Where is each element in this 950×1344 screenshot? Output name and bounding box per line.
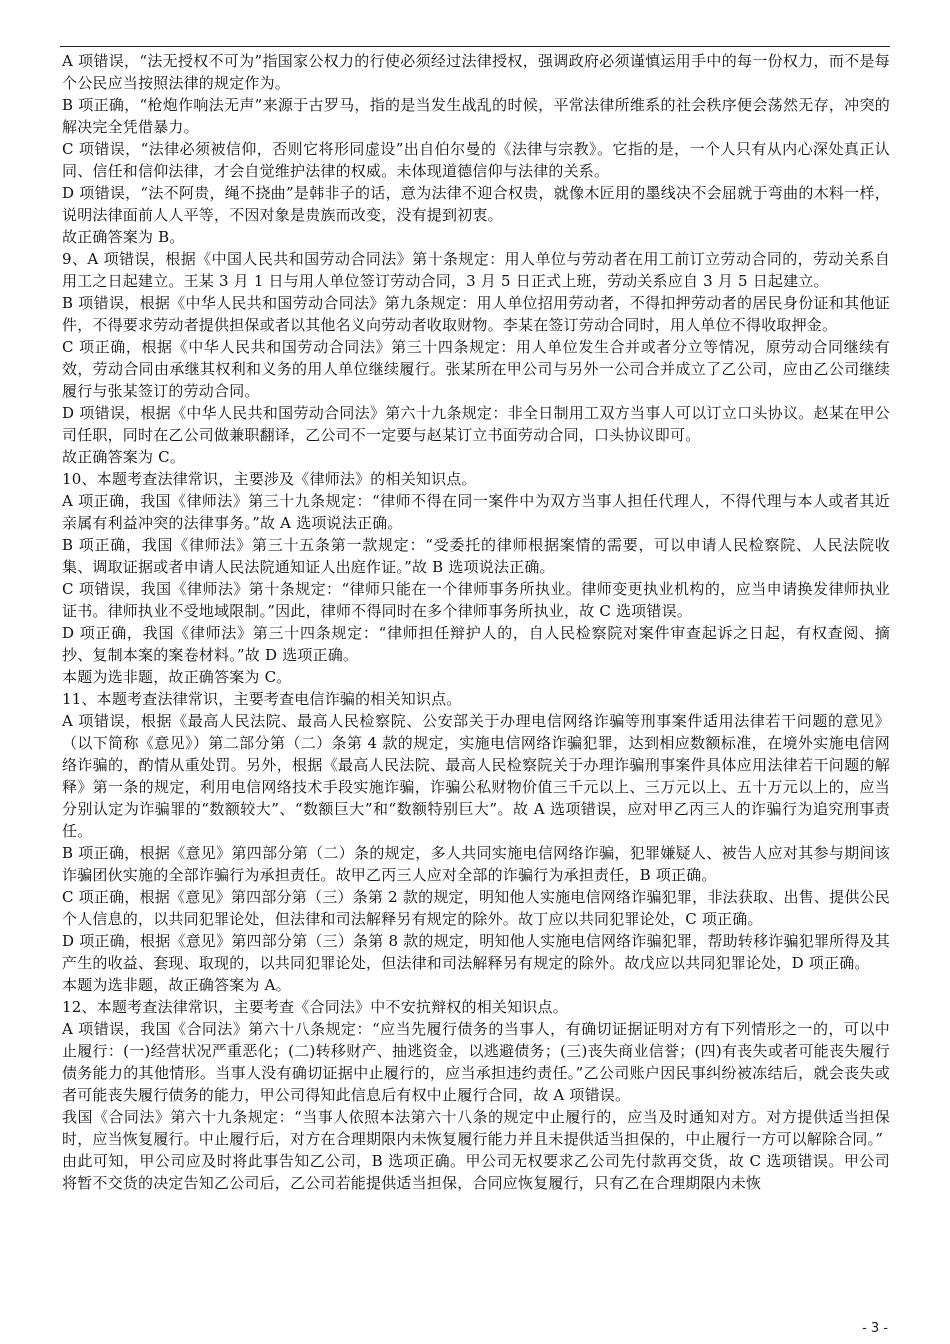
paragraph: C 项错误，“法律必须被信仰，否则它将形同虚设”出自伯尔曼的《法律与宗教》。它指的是，一个人只有从内心深处真正认同、信任和信仰法律，才会自觉维护法律的权威。未体现道德信仰与法律的关系。 [62, 140, 890, 180]
header-rule [60, 46, 890, 47]
answer-line: 本题为选非题，故正确答案为 C。 [62, 668, 292, 686]
paragraph: B 项错误，根据《中华人民共和国劳动合同法》第九条规定：用人单位招用劳动者，不得扣押劳动者的居民身份证和其他证件，不得要求劳动者提供担保或者以其他名义向劳动者收取财物。李某在签订劳动合同时，用人单位不得收取押金。 [62, 294, 890, 334]
paragraph: 我国《合同法》第六十九条规定：“当事人依照本法第六十八条的规定中止履行的，应当及时通知对方。对方提供适当担保时，应当恢复履行。中止履行后，对方在合理期限内未恢复履行能力并且未提供适当担保的，中止履行一方可以解除合同。” [62, 1108, 890, 1148]
paragraph: D 项错误，“法不阿贵，绳不挠曲”是韩非子的话，意为法律不迎合权贵，就像木匠用的墨线决不会屈就于弯曲的木料一样，说明法律面前人人平等，不因对象是贵族而改变，没有提到初衷。 [62, 184, 890, 224]
question-heading: 10、本题考查法律常识，主要涉及《律师法》的相关知识点。 [62, 470, 477, 488]
paragraph: A 项错误，我国《合同法》第六十八条规定：“应当先履行债务的当事人，有确切证据证明对方有下列情形之一的，可以中止履行：(一)经营状况严重恶化；(二)转移财产、抽逃资金，以逃避债务；(三)丧失商业信誉；(四)有丧失或者可能丧失履行债务能力的其他情形。当事人没有确切证据中止履行的，应当承担违约责任。”乙公司账户因民事纠纷被冻结后，就会丧失或者可能丧失履行债务的能力，甲公司得知此信息后有权中止履行合同，故 A 项错误。 [62, 1020, 890, 1104]
question-heading: 12、本题考查法律常识，主要考查《合同法》中不安抗辩权的相关知识点。 [62, 998, 568, 1016]
paragraph: 9、A 项错误，根据《中国人民共和国劳动合同法》第十条规定：用人单位与劳动者在用工前订立劳动合同的，劳动关系自用工之日起建立。王某 3 月 1 日与用人单位签订劳动合同，3 月 5 日正式上班，劳动关系应自 3 月 5 日起建立。 [62, 250, 890, 290]
paragraph: A 项错误，根据《最高人民法院、最高人民检察院、公安部关于办理电信网络诈骗等刑事案件适用法律若干问题的意见》（以下简称《意见》）第二部分第（二）条第 4 款的规定，实施电信网络诈骗犯罪，达到相应数额标准，在境外实施电信网络诈骗的，酌情从重处罚。另外，根据《最高人民法院、最高人民检察院关于办理诈骗刑事案件具体应用法律若干问题的解释》第一条的规定，利用电信网络技术手段实施诈骗，诈骗公私财物价值三千元以上、三万元以上、五十万元以上的，应当分别认定为诈骗罪的“数额较大”、“数额巨大”和“数额特别巨大”。故 A 选项错误，应对甲乙丙三人的诈骗行为追究刑事责任。 [62, 712, 890, 840]
paragraph: B 项正确，“枪炮作响法无声”来源于古罗马，指的是当发生战乱的时候，平常法律所维系的社会秩序便会荡然无存，冲突的解决完全凭借暴力。 [62, 96, 890, 136]
paragraph: D 项错误，根据《中华人民共和国劳动合同法》第六十九条规定：非全日制用工双方当事人可以订立口头协议。赵某在甲公司任职，同时在乙公司做兼职翻译，乙公司不一定要与赵某订立书面劳动合同，口头协议即可。 [62, 404, 890, 444]
paragraph: A 项错误，“法无授权不可为”指国家公权力的行使必须经过法律授权，强调政府必须谨慎运用手中的每一份权力，而不是每个公民应当按照法律的规定作为。 [62, 52, 890, 92]
document-body [62, 50, 890, 1194]
answer-line: 本题为选非题，故正确答案为 A。 [62, 976, 291, 994]
paragraph: B 项正确，我国《律师法》第三十五条第一款规定：“受委托的律师根据案情的需要，可以申请人民检察院、人民法院收集、调取证据或者申请人民法院通知证人出庭作证。”故 B 选项说法正确。 [62, 536, 890, 576]
answer-line: 故正确答案为 B。 [62, 228, 185, 246]
answer-line: 故正确答案为 C。 [62, 448, 186, 466]
paragraph: D 项正确，根据《意见》第四部分第（三）条第 8 款的规定，明知他人实施电信网络诈骗犯罪，帮助转移诈骗犯罪所得及其产生的收益、套现、取现的，以共同犯罪论处，但法律和司法解释另有规定的除外。故戊应以共同犯罪论处，D 项正确。 [62, 932, 890, 972]
paragraph: A 项正确，我国《律师法》第三十九条规定：“律师不得在同一案件中为双方当事人担任代理人，不得代理与本人或者其近亲属有利益冲突的法律事务。”故 A 选项说法正确。 [62, 492, 890, 532]
paragraph: C 项正确，根据《意见》第四部分第（三）条第 2 款的规定，明知他人实施电信网络诈骗犯罪，非法获取、出售、提供公民个人信息的，以共同犯罪论处，但法律和司法解释另有规定的除外。故丁应以共同犯罪论处，C 项正确。 [62, 888, 890, 928]
page-number: - 3 - [862, 1321, 888, 1336]
question-heading: 11、本题考查法律常识，主要考查电信诈骗的相关知识点。 [62, 690, 462, 708]
paragraph: C 项错误，我国《律师法》第十条规定：“律师只能在一个律师事务所执业。律师变更执业机构的，应当申请换发律师执业证书。律师执业不受地域限制。”因此，律师不得同时在多个律师事务所执业，故 C 选项错误。 [62, 580, 890, 620]
paragraph: C 项正确，根据《中华人民共和国劳动合同法》第三十四条规定：用人单位发生合并或者分立等情况，原劳动合同继续有效，劳动合同由承继其权利和义务的用人单位继续履行。张某所在甲公司与另外一公司合并成立了乙公司，应由乙公司继续履行与张某签订的劳动合同。 [62, 338, 890, 400]
paragraph: D 项正确，我国《律师法》第三十四条规定：“律师担任辩护人的，自人民检察院对案件审查起诉之日起，有权查阅、摘抄、复制本案的案卷材料。”故 D 选项正确。 [62, 624, 890, 664]
paragraph: B 项正确，根据《意见》第四部分第（二）条的规定，多人共同实施电信网络诈骗，犯罪嫌疑人、被告人应对其参与期间该诈骗团伙实施的全部诈骗行为承担责任。故甲乙丙三人应对全部的诈骗行为承担责任，B 项正确。 [62, 844, 890, 884]
paragraph: 由此可知，甲公司应及时将此事告知乙公司，B 选项正确。甲公司无权要求乙公司先付款再交货，故 C 选项错误。甲公司将暂不交货的决定告知乙公司后，乙公司若能提供适当担保，合同应恢复履行，只有乙在合理期限内未恢 [62, 1152, 890, 1192]
